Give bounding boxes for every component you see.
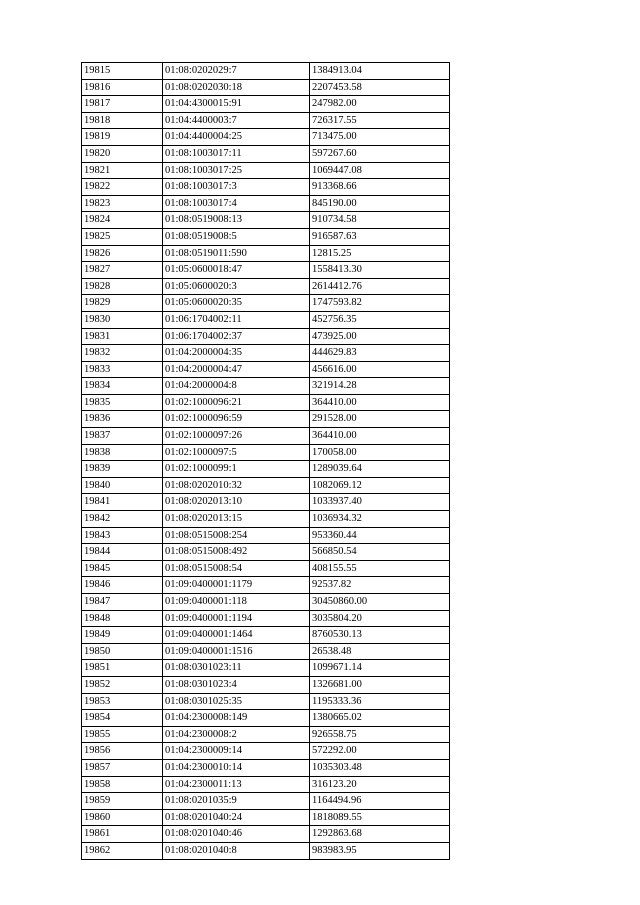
cadastral-number-cell: 01:08:0201035:9 <box>163 793 310 810</box>
table-body <box>82 63 450 860</box>
table-row <box>82 444 450 461</box>
table-row <box>82 726 450 743</box>
value-cell: 597267.60 <box>310 145 450 162</box>
row-number-cell: 19826 <box>82 245 163 262</box>
cadastral-number-cell: 01:08:0301023:11 <box>163 660 310 677</box>
row-number-cell: 19842 <box>82 511 163 528</box>
table-row <box>82 394 450 411</box>
table-row <box>82 428 450 445</box>
data-table <box>81 62 450 860</box>
table-row <box>82 577 450 594</box>
table-row <box>82 79 450 96</box>
value-cell: 321914.28 <box>310 378 450 395</box>
value-cell: 913368.66 <box>310 179 450 196</box>
cadastral-number-cell: 01:02:1000099:1 <box>163 461 310 478</box>
value-cell: 1818089.55 <box>310 809 450 826</box>
row-number-cell: 19848 <box>82 610 163 627</box>
row-number-cell: 19843 <box>82 527 163 544</box>
value-cell: 408155.55 <box>310 560 450 577</box>
value-cell: 12815.25 <box>310 245 450 262</box>
row-number-cell: 19816 <box>82 79 163 96</box>
row-number-cell: 19862 <box>82 842 163 859</box>
row-number-cell: 19832 <box>82 345 163 362</box>
value-cell: 713475.00 <box>310 129 450 146</box>
value-cell: 1384913.04 <box>310 63 450 80</box>
value-cell: 1033937.40 <box>310 494 450 511</box>
table-row <box>82 660 450 677</box>
cadastral-number-cell: 01:04:2300011:13 <box>163 776 310 793</box>
cadastral-number-cell: 01:04:2300009:14 <box>163 743 310 760</box>
value-cell: 364410.00 <box>310 394 450 411</box>
row-number-cell: 19815 <box>82 63 163 80</box>
value-cell: 1747593.82 <box>310 295 450 312</box>
value-cell: 291528.00 <box>310 411 450 428</box>
table-row <box>82 793 450 810</box>
value-cell: 1380665.02 <box>310 710 450 727</box>
spreadsheet-page <box>81 62 450 860</box>
cadastral-number-cell: 01:08:0201040:24 <box>163 809 310 826</box>
cadastral-number-cell: 01:08:0202013:15 <box>163 511 310 528</box>
cadastral-number-cell: 01:02:1000097:26 <box>163 428 310 445</box>
value-cell: 2207453.58 <box>310 79 450 96</box>
table-row <box>82 162 450 179</box>
cadastral-number-cell: 01:09:0400001:1516 <box>163 643 310 660</box>
value-cell: 983983.95 <box>310 842 450 859</box>
row-number-cell: 19834 <box>82 378 163 395</box>
value-cell: 1164494.96 <box>310 793 450 810</box>
cadastral-number-cell: 01:04:4400003:7 <box>163 112 310 129</box>
value-cell: 247982.00 <box>310 96 450 113</box>
cadastral-number-cell: 01:08:0515008:54 <box>163 560 310 577</box>
row-number-cell: 19823 <box>82 195 163 212</box>
row-number-cell: 19836 <box>82 411 163 428</box>
table-row <box>82 262 450 279</box>
row-number-cell: 19840 <box>82 477 163 494</box>
table-row <box>82 245 450 262</box>
value-cell: 926558.75 <box>310 726 450 743</box>
cadastral-number-cell: 01:08:1003017:4 <box>163 195 310 212</box>
value-cell: 92537.82 <box>310 577 450 594</box>
value-cell: 316123.20 <box>310 776 450 793</box>
table-row <box>82 759 450 776</box>
cadastral-number-cell: 01:04:2000004:8 <box>163 378 310 395</box>
row-number-cell: 19852 <box>82 676 163 693</box>
table-row <box>82 643 450 660</box>
cadastral-number-cell: 01:08:0201040:8 <box>163 842 310 859</box>
row-number-cell: 19829 <box>82 295 163 312</box>
row-number-cell: 19849 <box>82 627 163 644</box>
table-row <box>82 826 450 843</box>
table-row <box>82 278 450 295</box>
value-cell: 1069447.08 <box>310 162 450 179</box>
cadastral-number-cell: 01:09:0400001:118 <box>163 594 310 611</box>
table-row <box>82 594 450 611</box>
table-row <box>82 494 450 511</box>
value-cell: 1326681.00 <box>310 676 450 693</box>
cadastral-number-cell: 01:04:2000004:35 <box>163 345 310 362</box>
table-row <box>82 145 450 162</box>
value-cell: 1082069.12 <box>310 477 450 494</box>
cadastral-number-cell: 01:08:0201040:46 <box>163 826 310 843</box>
table-row <box>82 809 450 826</box>
row-number-cell: 19858 <box>82 776 163 793</box>
cadastral-number-cell: 01:08:1003017:3 <box>163 179 310 196</box>
row-number-cell: 19851 <box>82 660 163 677</box>
row-number-cell: 19821 <box>82 162 163 179</box>
row-number-cell: 19853 <box>82 693 163 710</box>
row-number-cell: 19827 <box>82 262 163 279</box>
cadastral-number-cell: 01:02:1000096:21 <box>163 394 310 411</box>
cadastral-number-cell: 01:02:1000097:5 <box>163 444 310 461</box>
cadastral-number-cell: 01:08:0202029:7 <box>163 63 310 80</box>
value-cell: 953360.44 <box>310 527 450 544</box>
row-number-cell: 19824 <box>82 212 163 229</box>
row-number-cell: 19818 <box>82 112 163 129</box>
row-number-cell: 19850 <box>82 643 163 660</box>
value-cell: 1558413.30 <box>310 262 450 279</box>
table-row <box>82 560 450 577</box>
table-row <box>82 195 450 212</box>
cadastral-number-cell: 01:06:1704002:11 <box>163 311 310 328</box>
table-row <box>82 693 450 710</box>
row-number-cell: 19822 <box>82 179 163 196</box>
table-row <box>82 776 450 793</box>
cadastral-number-cell: 01:04:2300008:2 <box>163 726 310 743</box>
table-row <box>82 96 450 113</box>
table-row <box>82 179 450 196</box>
value-cell: 726317.55 <box>310 112 450 129</box>
cadastral-number-cell: 01:04:4400004:25 <box>163 129 310 146</box>
row-number-cell: 19820 <box>82 145 163 162</box>
row-number-cell: 19844 <box>82 544 163 561</box>
cadastral-number-cell: 01:02:1000096:59 <box>163 411 310 428</box>
value-cell: 1195333.36 <box>310 693 450 710</box>
value-cell: 452756.35 <box>310 311 450 328</box>
value-cell: 916587.63 <box>310 228 450 245</box>
cadastral-number-cell: 01:08:0202013:10 <box>163 494 310 511</box>
row-number-cell: 19833 <box>82 361 163 378</box>
cadastral-number-cell: 01:05:0600020:3 <box>163 278 310 295</box>
value-cell: 444629.83 <box>310 345 450 362</box>
cadastral-number-cell: 01:05:0600020:35 <box>163 295 310 312</box>
row-number-cell: 19831 <box>82 328 163 345</box>
value-cell: 1036934.32 <box>310 511 450 528</box>
table-row <box>82 544 450 561</box>
cadastral-number-cell: 01:08:1003017:11 <box>163 145 310 162</box>
cadastral-number-cell: 01:09:0400001:1179 <box>163 577 310 594</box>
cadastral-number-cell: 01:08:0301025:35 <box>163 693 310 710</box>
row-number-cell: 19855 <box>82 726 163 743</box>
cadastral-number-cell: 01:08:1003017:25 <box>163 162 310 179</box>
table-row <box>82 477 450 494</box>
value-cell: 2614412.76 <box>310 278 450 295</box>
table-row <box>82 610 450 627</box>
cadastral-number-cell: 01:06:1704002:37 <box>163 328 310 345</box>
table-row <box>82 129 450 146</box>
value-cell: 3035804.20 <box>310 610 450 627</box>
cadastral-number-cell: 01:09:0400001:1194 <box>163 610 310 627</box>
value-cell: 1292863.68 <box>310 826 450 843</box>
cadastral-number-cell: 01:08:0202030:18 <box>163 79 310 96</box>
row-number-cell: 19846 <box>82 577 163 594</box>
cadastral-number-cell: 01:08:0515008:492 <box>163 544 310 561</box>
value-cell: 910734.58 <box>310 212 450 229</box>
row-number-cell: 19847 <box>82 594 163 611</box>
table-row <box>82 112 450 129</box>
cadastral-number-cell: 01:08:0515008:254 <box>163 527 310 544</box>
row-number-cell: 19859 <box>82 793 163 810</box>
row-number-cell: 19830 <box>82 311 163 328</box>
table-row <box>82 676 450 693</box>
row-number-cell: 19819 <box>82 129 163 146</box>
table-row <box>82 378 450 395</box>
value-cell: 456616.00 <box>310 361 450 378</box>
row-number-cell: 19838 <box>82 444 163 461</box>
value-cell: 364410.00 <box>310 428 450 445</box>
cadastral-number-cell: 01:04:2000004:47 <box>163 361 310 378</box>
table-row <box>82 461 450 478</box>
row-number-cell: 19841 <box>82 494 163 511</box>
table-row <box>82 295 450 312</box>
table-row <box>82 411 450 428</box>
value-cell: 572292.00 <box>310 743 450 760</box>
row-number-cell: 19828 <box>82 278 163 295</box>
row-number-cell: 19857 <box>82 759 163 776</box>
value-cell: 26538.48 <box>310 643 450 660</box>
cadastral-number-cell: 01:04:2300010:14 <box>163 759 310 776</box>
value-cell: 845190.00 <box>310 195 450 212</box>
cadastral-number-cell: 01:04:2300008:149 <box>163 710 310 727</box>
cadastral-number-cell: 01:08:0519008:13 <box>163 212 310 229</box>
row-number-cell: 19835 <box>82 394 163 411</box>
row-number-cell: 19860 <box>82 809 163 826</box>
table-row <box>82 842 450 859</box>
row-number-cell: 19839 <box>82 461 163 478</box>
value-cell: 473925.00 <box>310 328 450 345</box>
row-number-cell: 19817 <box>82 96 163 113</box>
cadastral-number-cell: 01:08:0519008:5 <box>163 228 310 245</box>
table-row <box>82 743 450 760</box>
value-cell: 30450860.00 <box>310 594 450 611</box>
table-row <box>82 527 450 544</box>
cadastral-number-cell: 01:08:0301023:4 <box>163 676 310 693</box>
row-number-cell: 19861 <box>82 826 163 843</box>
cadastral-number-cell: 01:08:0519011:590 <box>163 245 310 262</box>
table-row <box>82 63 450 80</box>
table-row <box>82 328 450 345</box>
row-number-cell: 19854 <box>82 710 163 727</box>
table-row <box>82 627 450 644</box>
row-number-cell: 19837 <box>82 428 163 445</box>
value-cell: 1289039.64 <box>310 461 450 478</box>
table-row <box>82 361 450 378</box>
table-row <box>82 228 450 245</box>
value-cell: 170058.00 <box>310 444 450 461</box>
cadastral-number-cell: 01:08:0202010:32 <box>163 477 310 494</box>
cadastral-number-cell: 01:05:0600018:47 <box>163 262 310 279</box>
value-cell: 1035303.48 <box>310 759 450 776</box>
table-row <box>82 710 450 727</box>
table-row <box>82 311 450 328</box>
value-cell: 8760530.13 <box>310 627 450 644</box>
cadastral-number-cell: 01:04:4300015:91 <box>163 96 310 113</box>
row-number-cell: 19856 <box>82 743 163 760</box>
value-cell: 566850.54 <box>310 544 450 561</box>
value-cell: 1099671.14 <box>310 660 450 677</box>
cadastral-number-cell: 01:09:0400001:1464 <box>163 627 310 644</box>
table-row <box>82 511 450 528</box>
row-number-cell: 19845 <box>82 560 163 577</box>
table-row <box>82 212 450 229</box>
row-number-cell: 19825 <box>82 228 163 245</box>
table-row <box>82 345 450 362</box>
